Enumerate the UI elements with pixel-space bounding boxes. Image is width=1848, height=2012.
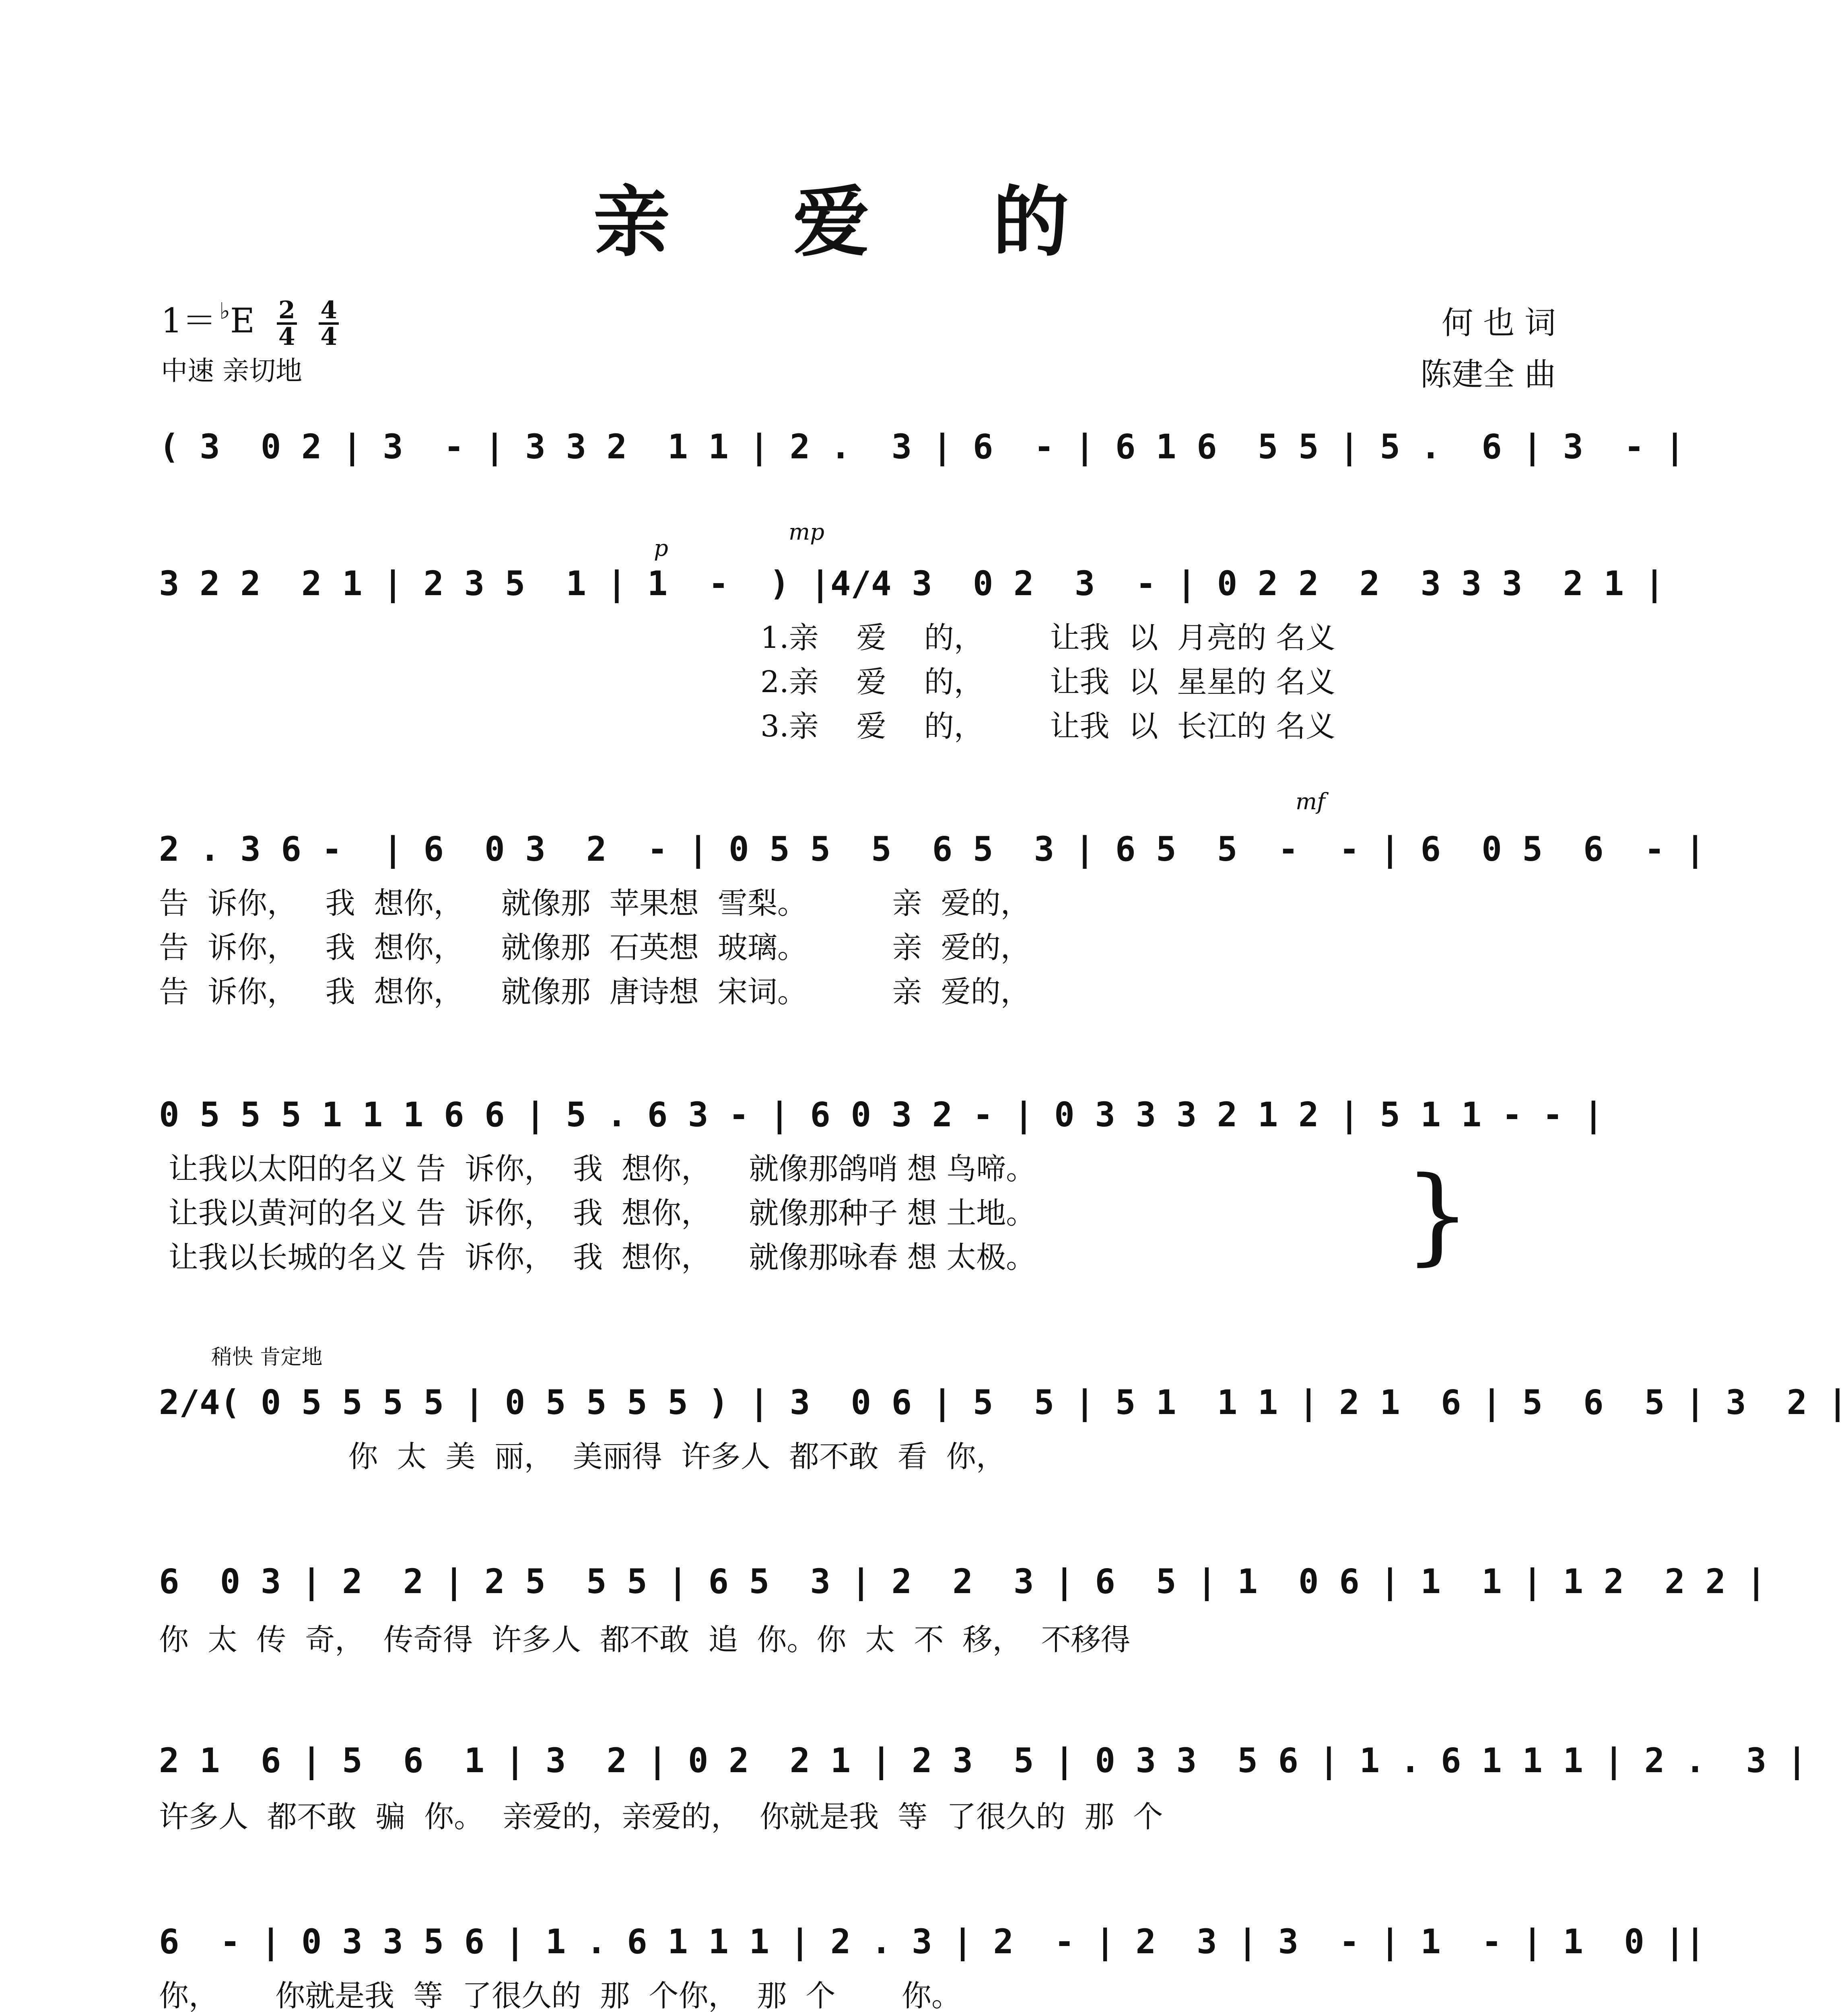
song-title: 亲 爱 的 [593,177,1118,267]
lyric-verse-2: 让我以黄河的名义 告 诉你， 我 想你， 就像那种子 想 土地。 [159,1196,1036,1231]
lyric-verse-1: 告 诉你， 我 想你， 就像那 苹果想 雪梨。 亲 爱的， [159,886,1030,921]
verse-brace: } [1404,1154,1471,1276]
lyric-line: 你 太 美 丽， 美丽得 许多人 都不敢 看 你， [159,1439,1006,1474]
key-signature [161,294,339,349]
lyric-verse-3: 3.亲 爱 的， 让我 以 长江的 名义 [760,709,1336,744]
lyric-verse-3: 告 诉你， 我 想你， 就像那 唐诗想 宋词。 亲 爱的， [159,975,1030,1009]
dynamic-mf: mf [1296,789,1325,815]
time-signature-2-4 [277,298,297,349]
time-sig-numerator: 4 [319,298,339,325]
tempo-change-marking: 稍快 肯定地 [211,1345,323,1369]
melody-line-5: 2/4( 0 5 5 5 5 | 0 5 5 5 5 ) | 3 0 6 | 5 5 | 5 1 1 1 | 2 1 6 | 5 6 5 | 3 2 | [159,1383,1848,1422]
lyric-line: 你 太 传 奇， 传奇得 许多人 都不敢 追 你。你 太 不 移， 不移得 [159,1622,1131,1657]
tempo-marking: 中速 亲切地 [161,355,302,386]
composer-credit: 陈建全 曲 [1420,357,1556,393]
melody-line-3: 2 . 3 6 - | 6 0 3 2 - | 0 5 5 5 6 5 3 | 6 5 5 - - | 6 0 5 6 - | [159,829,1706,869]
flat-symbol: ♭ [219,298,230,324]
time-sig-numerator: 2 [277,298,297,325]
lyric-verse-2: 告 诉你， 我 想你， 就像那 石英想 玻璃。 亲 爱的， [159,930,1030,965]
lyric-verse-3: 让我以长城的名义 告 诉你， 我 想你， 就像那咏春 想 太极。 [159,1240,1036,1275]
dynamic-mp: mp [789,519,824,545]
lyric-line: 许多人 都不敢 骗 你。 亲爱的，亲爱的， 你就是我 等 了很久的 那 个 [159,1800,1163,1834]
melody-line-1: ( 3 0 2 | 3 - | 3 3 2 1 1 | 2 . 3 | 6 - | 6 1 6 5 5 | 5 . 6 | 3 - | [159,427,1685,466]
lyric-verse-2: 2.亲 爱 的， 让我 以 星星的 名义 [760,665,1336,699]
melody-line-4: 0 5 5 5 1 1 1 6 6 | 5 . 6 3 - | 6 0 3 2 - | 0 3 3 3 2 1 2 | 5 1 1 - - | [159,1095,1604,1134]
melody-line-7: 2 1 6 | 5 6 1 | 3 2 | 0 2 2 1 | 2 3 5 | 0 3 3 5 6 | 1 . 6 1 1 1 | 2 . 3 | [159,1741,1807,1780]
time-sig-denominator: 4 [278,323,295,351]
lyric-verse-1: 1.亲 爱 的， 让我 以 月亮的 名义 [760,621,1336,655]
time-sig-denominator: 4 [320,323,338,351]
lyricist-credit: 何 也 词 [1442,305,1556,341]
key-note: E [230,301,255,340]
lyric-verse-1: 让我以太阳的名义 告 诉你， 我 想你， 就像那鸽哨 想 鸟啼。 [159,1152,1036,1186]
lyric-line: 你， 你就是我 等 了很久的 那 个你， 那 个 你。 [159,1979,962,2012]
melody-line-8: 6 - | 0 3 3 5 6 | 1 . 6 1 1 1 | 2 . 3 | 2 - | 2 3 | 3 - | 1 - | 1 0 || [159,1922,1706,1961]
time-signature-4-4 [319,298,339,349]
melody-line-2: 3 2 2 2 1 | 2 3 5 1 | 1 - ) |4/4 3 0 2 3 - | 0 2 2 2 3 3 3 2 1 | [159,564,1665,603]
dynamic-p: p [654,535,668,561]
key-prefix: 1＝ [161,301,216,340]
melody-line-6: 6 0 3 | 2 2 | 2 5 5 5 | 6 5 3 | 2 2 3 | 6 5 | 1 0 6 | 1 1 | 1 2 2 2 | [159,1562,1767,1601]
